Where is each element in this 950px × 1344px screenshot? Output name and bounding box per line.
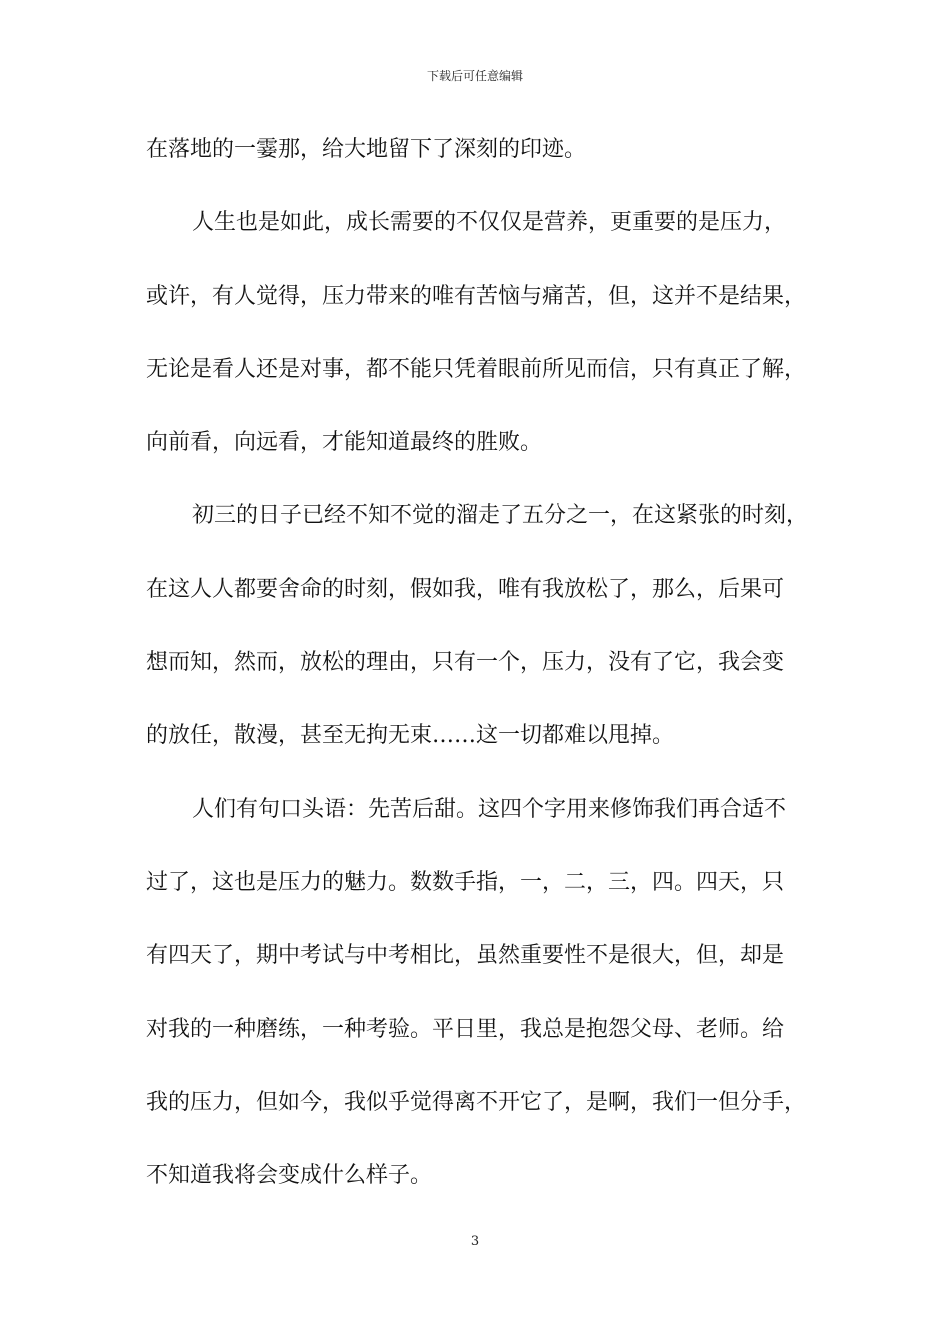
paragraph-first-line: 初三的日子已经不知不觉的溜走了五分之一，在这紧张的时刻，: [192, 503, 809, 529]
paragraph-first-line: 人们有句口头语：先苦后甜。这四个字用来修饰我们再合适不: [192, 796, 787, 822]
text-line: 或许，有人觉得，压力带来的唯有苦恼与痛苦，但，这并不是结果，: [146, 283, 807, 309]
page-header: 下载后可任意编辑: [426, 69, 523, 83]
text-line: 无论是看人还是对事，都不能只凭着眼前所见而信，只有真正了解，: [146, 356, 807, 382]
body-text: [146, 130, 836, 1229]
text-line: 向前看，向远看，才能知道最终的胜败。: [146, 430, 543, 456]
paragraph-first-line: 人生也是如此，成长需要的不仅仅是营养，更重要的是压力，: [192, 210, 787, 236]
text-line: 不知道我将会变成什么样子。: [146, 1163, 433, 1189]
text-line: 想而知，然而，放松的理由，只有一个，压力，没有了它，我会变: [146, 650, 785, 676]
page-number: 3: [470, 1234, 480, 1249]
text-line: 对我的一种磨练，一种考验。平日里，我总是抱怨父母、老师。给: [146, 1016, 785, 1042]
text-line: 在这人人都要舍命的时刻，假如我，唯有我放松了，那么，后果可: [146, 576, 785, 602]
text-line: 的放任，散漫，甚至无拘无束……这一切都难以甩掉。: [146, 723, 675, 749]
text-line: 有四天了，期中考试与中考相比，虽然重要性不是很大，但，却是: [146, 943, 785, 969]
text-line: 我的压力，但如今，我似乎觉得离不开它了，是啊，我们一但分手，: [146, 1089, 807, 1115]
text-line: 过了，这也是压力的魅力。数数手指，一，二，三，四。四天，只: [146, 869, 785, 895]
text-line: 在落地的一霎那，给大地留下了深刻的印迹。: [146, 137, 587, 162]
